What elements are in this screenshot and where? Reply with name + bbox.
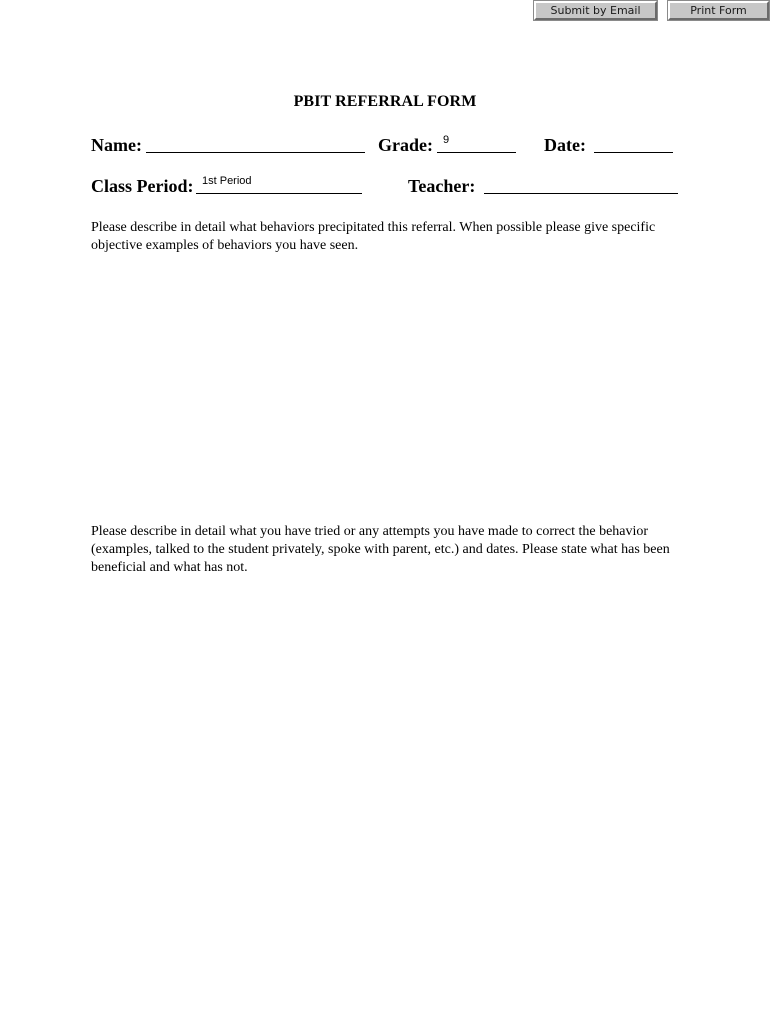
attempts-prompt: Please describe in detail what you have tried or any attempts you have made to correct the behavior (examples, talked to the student privately, spoke with parent, etc.) and dates. Please state what has been beneficial and what has not. — [91, 524, 670, 575]
behaviors-textarea[interactable] — [91, 262, 691, 507]
name-field[interactable] — [146, 133, 365, 153]
submit-by-email-button[interactable]: Submit by Email — [534, 1, 657, 20]
grade-label: Grade: — [378, 135, 433, 155]
behaviors-prompt: Please describe in detail what behaviors precipitated this referral. When possible please give specific objective examples of behaviors you have seen. — [91, 220, 656, 253]
teacher-label: Teacher: — [408, 176, 476, 196]
grade-field[interactable]: 9 — [437, 133, 516, 153]
date-label: Date: — [544, 135, 586, 155]
date-field[interactable] — [594, 133, 673, 153]
print-form-button[interactable]: Print Form — [668, 1, 769, 20]
class-period-field[interactable]: 1st Period — [196, 174, 362, 194]
teacher-field[interactable] — [484, 174, 678, 194]
attempts-textarea[interactable] — [91, 584, 691, 984]
class-period-label: Class Period: — [91, 176, 194, 196]
name-label: Name: — [91, 135, 142, 155]
form-title: PBIT REFERRAL FORM — [293, 93, 477, 110]
